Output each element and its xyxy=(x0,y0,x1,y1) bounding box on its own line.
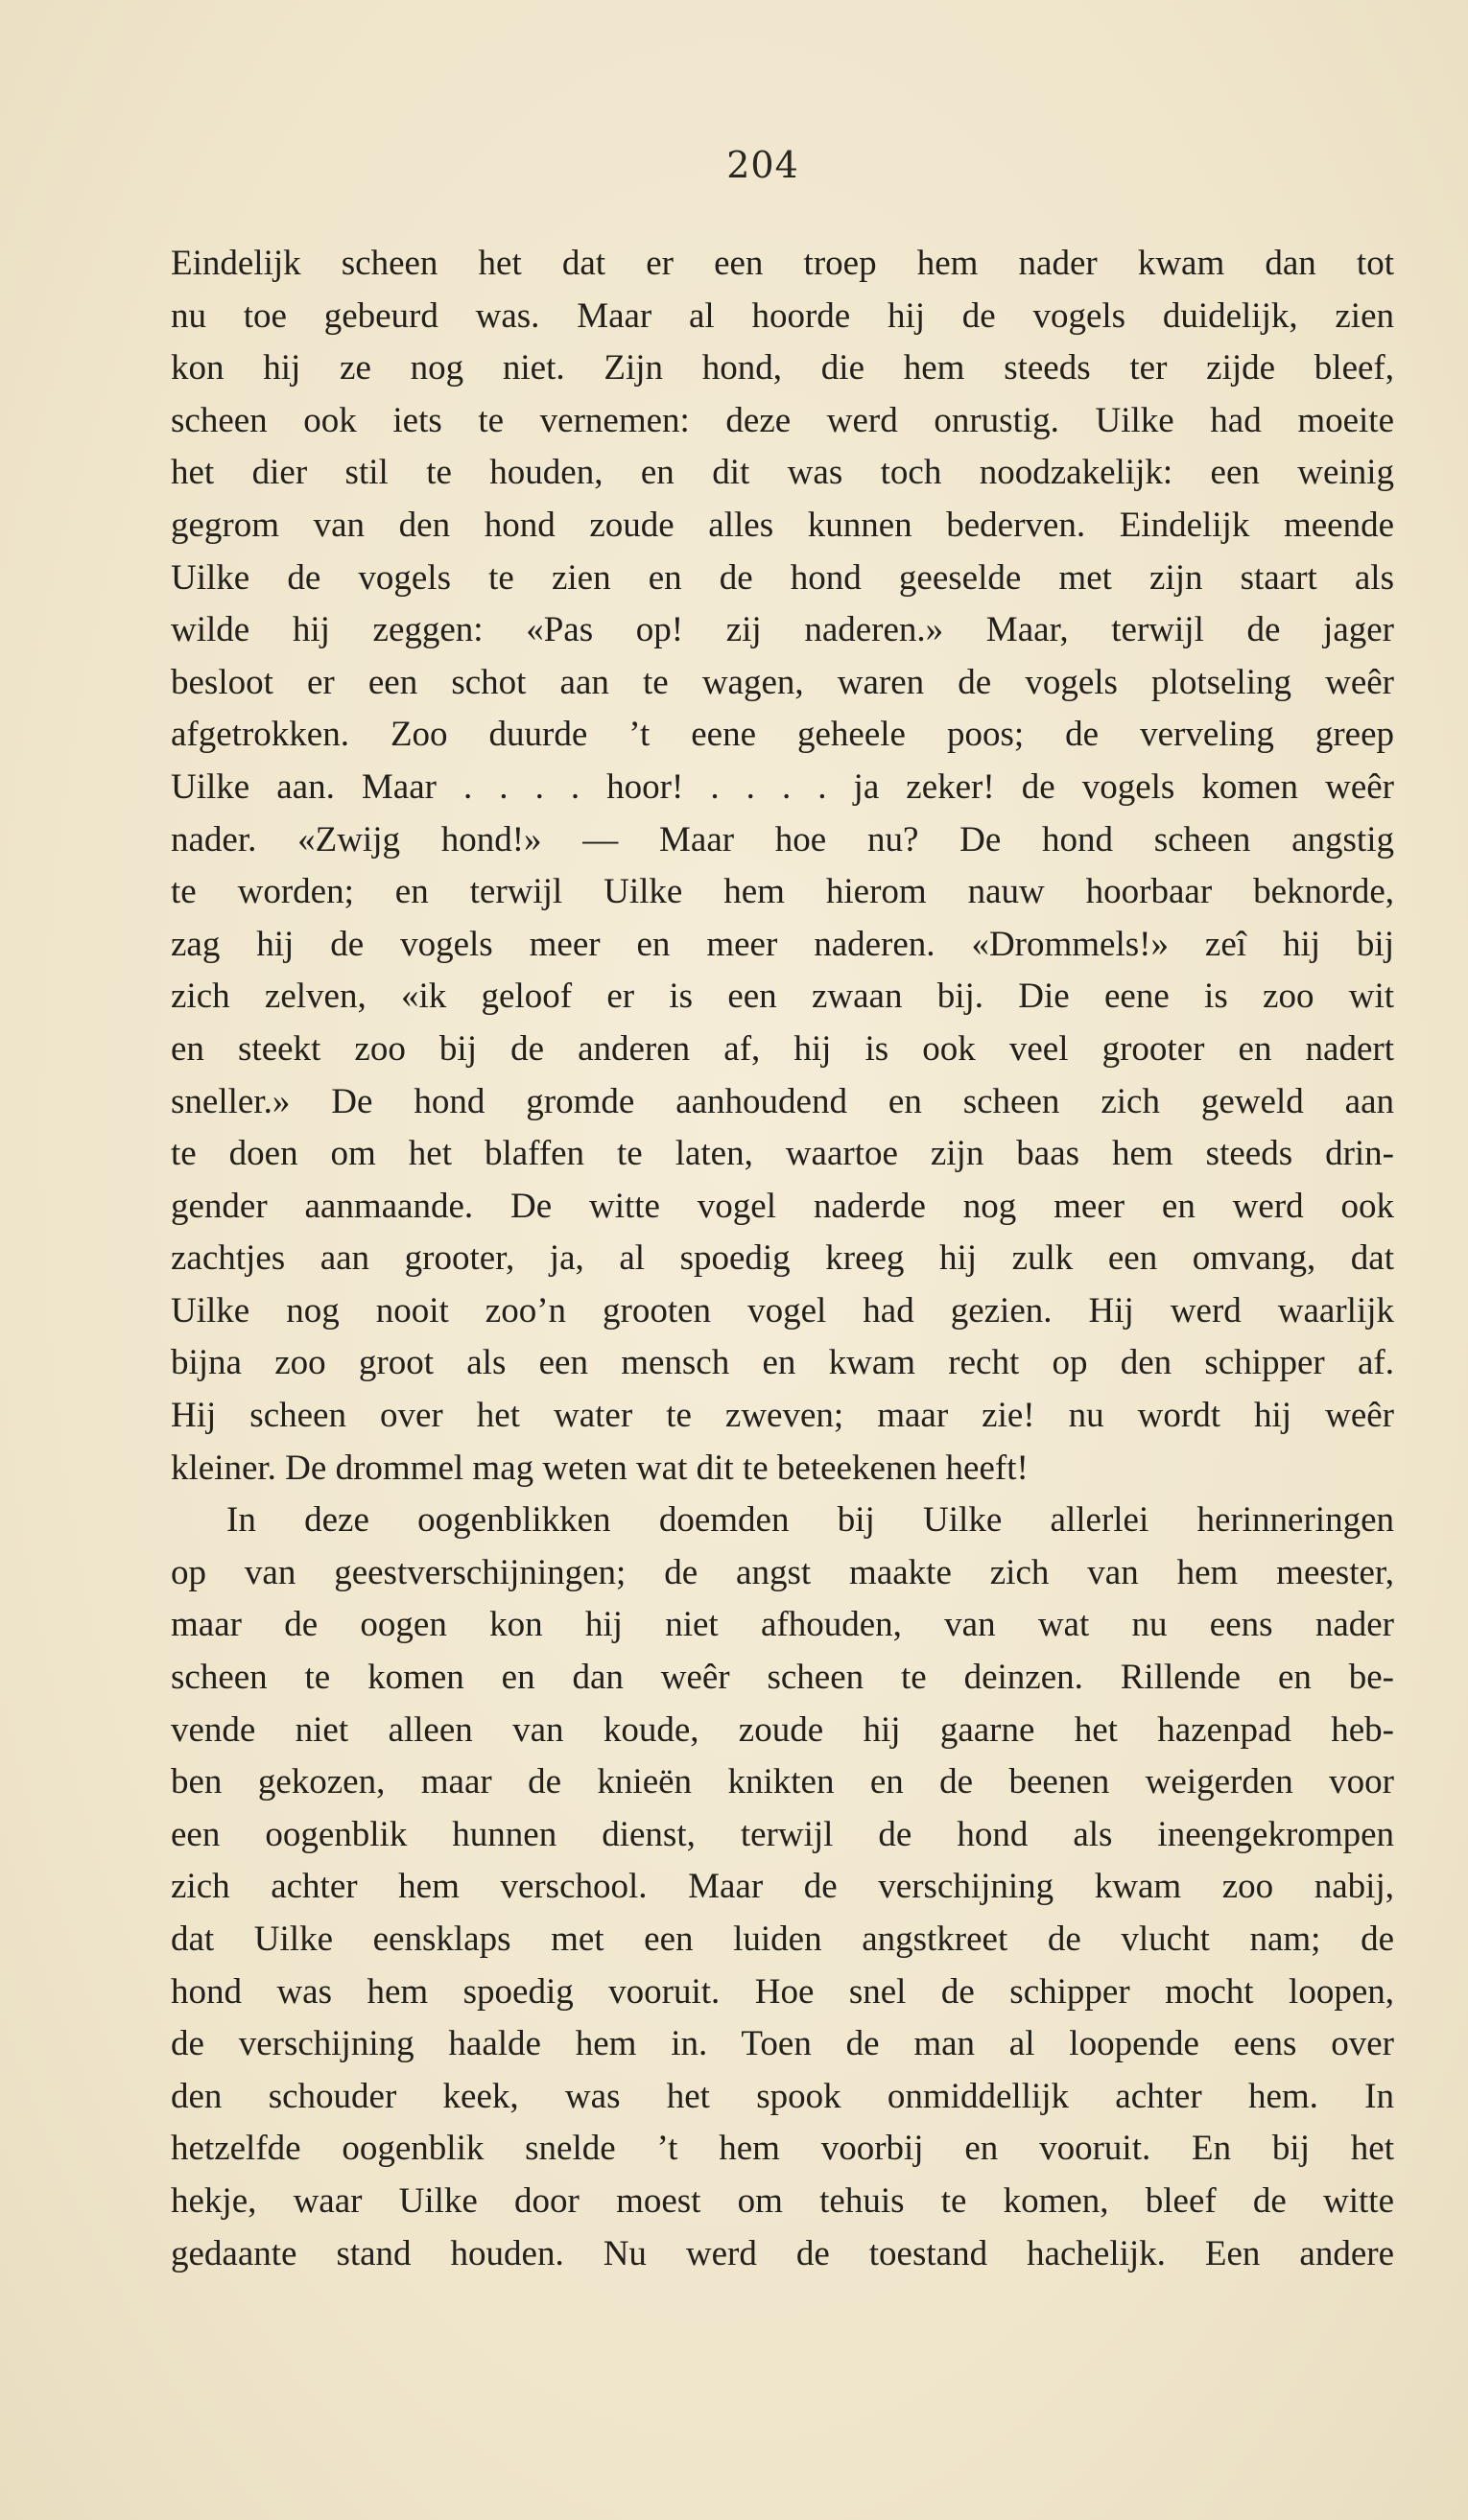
text-line: In deze oogenblikken doemden bij Uilke allerlei herinneringen xyxy=(226,1500,1394,1541)
text-line: het dier stil te houden, en dit was toch noodzakelijk: een weinig xyxy=(171,453,1394,493)
text-line: kleiner. De drommel mag weten wat dit te beteekenen heeft! xyxy=(171,1448,1029,1488)
text-line: zich zelven, «ik geloof er is een zwaan bij. Die eene is zoo wit xyxy=(171,977,1394,1017)
text-line: bijna zoo groot als een mensch en kwam recht op den schipper af. xyxy=(171,1343,1394,1383)
page-number: 204 xyxy=(726,144,799,186)
text-line: vende niet alleen van koude, zoude hij gaarne het hazenpad heb- xyxy=(171,1709,1394,1750)
text-line: kon hij ze nog niet. Zijn hond, die hem steeds ter zijde bleef, xyxy=(171,348,1394,389)
text-line: gegrom van den hond zoude alles kunnen bederven. Eindelijk meende xyxy=(171,505,1394,545)
text-line: hekje, waar Uilke door moest om tehuis te komen, bleef de witte xyxy=(171,2180,1394,2221)
text-line: en steekt zoo bij de anderen af, hij is ook veel grooter en nadert xyxy=(171,1028,1394,1069)
text-line: zich achter hem verschool. Maar de verschijning kwam zoo nabij, xyxy=(171,1867,1394,1907)
text-line: scheen te komen en dan weêr scheen te deinzen. Rillende en be- xyxy=(171,1658,1394,1698)
text-line: maar de oogen kon hij niet afhouden, van wat nu eens nader xyxy=(171,1605,1394,1645)
text-line: ben gekozen, maar de knieën knikten en de beenen weigerden voor xyxy=(171,1762,1394,1802)
text-line: scheen ook iets te vernemen: deze werd onrustig. Uilke had moeite xyxy=(171,400,1394,440)
text-line: hetzelfde oogenblik snelde ’t hem voorbij en vooruit. En bij het xyxy=(171,2129,1394,2169)
text-line: zag hij de vogels meer en meer naderen. «Drommels!» zeî hij bij xyxy=(171,924,1394,964)
text-line: afgetrokken. Zoo duurde ’t eene geheele poos; de verveling greep xyxy=(171,715,1394,755)
text-line: hond was hem spoedig vooruit. Hoe snel de schipper mocht loopen, xyxy=(171,1971,1394,2012)
text-line: te doen om het blaffen te laten, waartoe zijn baas hem steeds drin- xyxy=(171,1134,1394,1174)
text-line: gender aanmaande. De witte vogel naderde nog meer en werd ook xyxy=(171,1186,1394,1226)
text-line: gedaante stand houden. Nu werd de toestand hachelijk. Een andere xyxy=(171,2233,1394,2273)
text-line: een oogenblik hunnen dienst, terwijl de hond als ineengekrompen xyxy=(171,1814,1394,1854)
text-line: op van geestverschijningen; de angst maakte zich van hem meester, xyxy=(171,1552,1394,1592)
text-line: nu toe gebeurd was. Maar al hoorde hij de vogels duidelijk, zien xyxy=(171,295,1394,336)
text-line: den schouder keek, was het spook onmiddellijk achter hem. In xyxy=(171,2076,1394,2116)
text-line: nader. «Zwijg hond!» — Maar hoe nu? De hond scheen angstig xyxy=(171,819,1394,860)
text-line: Uilke de vogels te zien en de hond geeselde met zijn staart als xyxy=(171,557,1394,598)
text-line: Uilke aan. Maar . . . . hoor! . . . . ja zeker! de vogels komen weêr xyxy=(171,766,1394,807)
text-line: zachtjes aan grooter, ja, al spoedig kreeg hij zulk een omvang, dat xyxy=(171,1238,1394,1279)
text-line: de verschijning haalde hem in. Toen de man al loopende eens over xyxy=(171,2024,1394,2064)
body-text xyxy=(171,238,1394,2280)
text-line: te worden; en terwijl Uilke hem hierom nauw hoorbaar beknorde, xyxy=(171,872,1394,912)
text-line: Eindelijk scheen het dat er een troep hem nader kwam dan tot xyxy=(171,244,1394,283)
text-line: Uilke nog nooit zoo’n grooten vogel had gezien. Hij werd waarlijk xyxy=(171,1290,1394,1331)
text-line: besloot er een schot aan te wagen, waren de vogels plotseling weêr xyxy=(171,662,1394,702)
text-line: sneller.» De hond gromde aanhoudend en scheen zich geweld aan xyxy=(171,1081,1394,1121)
text-line: Hij scheen over het water te zweven; maar zie! nu wordt hij weêr xyxy=(171,1396,1394,1436)
text-line: dat Uilke eensklaps met een luiden angstkreet de vlucht nam; de xyxy=(171,1919,1394,1959)
text-line: wilde hij zeggen: «Pas op! zij naderen.» Maar, terwijl de jager xyxy=(171,610,1394,650)
